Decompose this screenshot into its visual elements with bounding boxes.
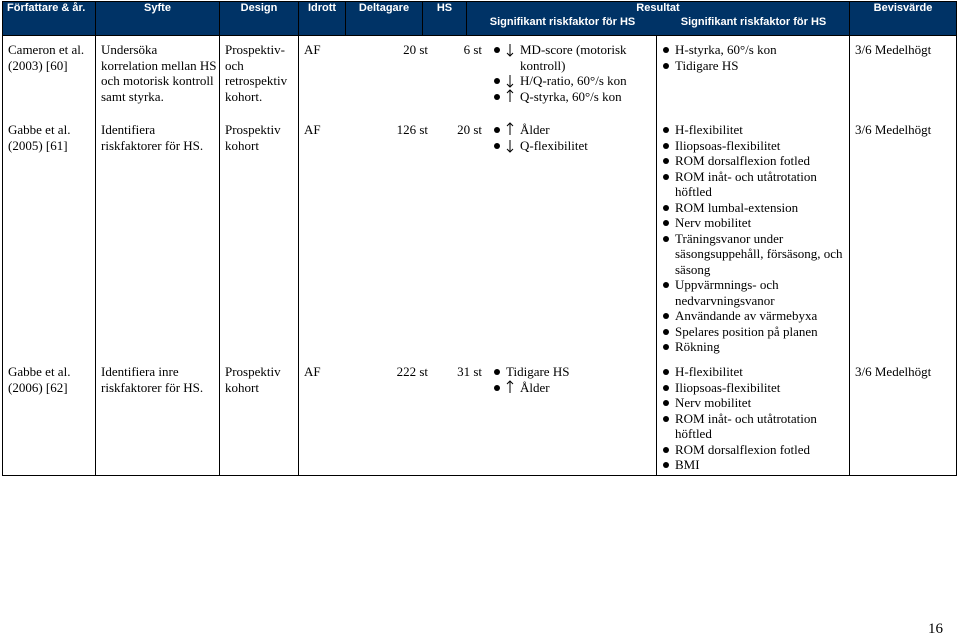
col-results-b — [657, 36, 850, 476]
result-b-item: Iliopsoas-flexibilitet — [661, 138, 849, 154]
result-b-item: Uppvärmnings- och nedvarvningsvanor — [661, 277, 849, 308]
header-sport: Idrott — [299, 2, 346, 36]
result-b-item: Iliopsoas-flexibilitet — [661, 380, 849, 396]
sport-2: AF — [304, 364, 321, 379]
results-b-1 — [657, 122, 849, 355]
author-2: Gabbe et al. (2006) [62] — [8, 364, 71, 395]
arrow-down-icon — [504, 42, 516, 57]
result-a-item: Ålder — [492, 122, 656, 138]
sport-0: AF — [304, 42, 321, 57]
design-2: Prospektiv kohort — [225, 364, 281, 395]
study-2 — [299, 364, 656, 395]
hs-0: 6 st — [463, 42, 482, 57]
purpose-0: Undersöka korrelation mellan HS och motorisk kontroll samt styrka. — [101, 42, 217, 104]
results-a-2 — [492, 364, 656, 395]
col-author — [3, 36, 96, 476]
result-a-item: Q-flexibilitet — [492, 138, 656, 154]
table-header — [3, 2, 957, 36]
result-b-item: ROM dorsalflexion fotled — [661, 153, 849, 169]
results-b-0 — [657, 42, 849, 73]
hs-2: 31 st — [457, 364, 482, 379]
result-b-item: Nerv mobilitet — [661, 215, 849, 231]
result-b-item: BMI — [661, 457, 849, 473]
participants-2: 222 st — [396, 364, 428, 379]
header-result-sub-2: Signifikant riskfaktor för HS — [680, 16, 827, 28]
result-a-item: Ålder — [492, 380, 656, 396]
arrow-up-icon — [504, 89, 516, 104]
result-b-item: ROM dorsalflexion fotled — [661, 442, 849, 458]
result-a-item: MD-score (motorisk kontroll) — [492, 42, 656, 73]
study-table — [2, 1, 957, 476]
arrow-up-icon — [504, 122, 516, 137]
header-evidence: Bevisvärde — [850, 2, 957, 36]
result-b-item: H-flexibilitet — [661, 364, 849, 380]
result-b-item: Tidigare HS — [661, 58, 849, 74]
author-1: Gabbe et al. (2005) [61] — [8, 122, 71, 153]
study-1 — [299, 122, 656, 153]
author-0: Cameron et al. (2003) [60] — [8, 42, 85, 73]
result-b-item: Användande av värmebyxa — [661, 308, 849, 324]
purpose-1: Identifiera riskfaktorer för HS. — [101, 122, 204, 153]
design-1: Prospektiv kohort — [225, 122, 281, 153]
result-a-item: H/Q-ratio, 60°/s kon — [492, 73, 656, 89]
evidence-1: 3/6 Medelhögt — [855, 122, 932, 137]
arrow-up-icon — [504, 380, 516, 395]
page-number: 16 — [928, 621, 943, 637]
result-b-item: H-flexibilitet — [661, 122, 849, 138]
result-b-item: Nerv mobilitet — [661, 395, 849, 411]
result-b-item: Rökning — [661, 339, 849, 355]
evidence-0: 3/6 Medelhögt — [855, 42, 932, 57]
col-design — [220, 36, 299, 476]
purpose-2: Identifiera inre riskfaktorer för HS. — [101, 364, 204, 395]
result-a-item: Tidigare HS — [492, 364, 656, 380]
header-purpose: Syfte — [96, 2, 220, 36]
header-result — [467, 2, 850, 36]
results-a-0 — [492, 42, 656, 104]
sport-1: AF — [304, 122, 321, 137]
col-study-data — [299, 36, 657, 476]
result-b-item: ROM lumbal-extension — [661, 200, 849, 216]
header-participants: Deltagare — [346, 2, 423, 36]
participants-0: 20 st — [403, 42, 428, 57]
hs-1: 20 st — [457, 122, 482, 137]
header-hs: HS — [423, 2, 467, 36]
result-a-item: Q-styrka, 60°/s kon — [492, 89, 656, 105]
result-b-item: Träningsvanor under säsongsuppehåll, försäsong, och säsong — [661, 231, 849, 278]
col-purpose — [96, 36, 220, 476]
result-b-item: H-styrka, 60°/s kon — [661, 42, 849, 58]
arrow-down-icon — [504, 138, 516, 153]
study-0 — [299, 42, 656, 104]
header-result-label: Resultat — [636, 2, 680, 14]
participants-1: 126 st — [396, 122, 428, 137]
col-evidence — [850, 36, 957, 476]
result-b-item: ROM inåt- och utåtrotation höftled — [661, 411, 849, 442]
results-b-2 — [657, 364, 849, 473]
result-b-item: Spelares position på planen — [661, 324, 849, 340]
header-design: Design — [220, 2, 299, 36]
results-a-1 — [492, 122, 656, 153]
arrow-down-icon — [504, 73, 516, 88]
design-0: Prospektiv- och retrospektiv kohort. — [225, 42, 288, 104]
header-author: Författare & år. — [3, 2, 96, 36]
header-result-sub-1: Signifikant riskfaktor för HS — [489, 16, 636, 28]
result-b-item: ROM inåt- och utåtrotation höftled — [661, 169, 849, 200]
table-body-row — [3, 36, 957, 476]
evidence-2: 3/6 Medelhögt — [855, 364, 932, 379]
